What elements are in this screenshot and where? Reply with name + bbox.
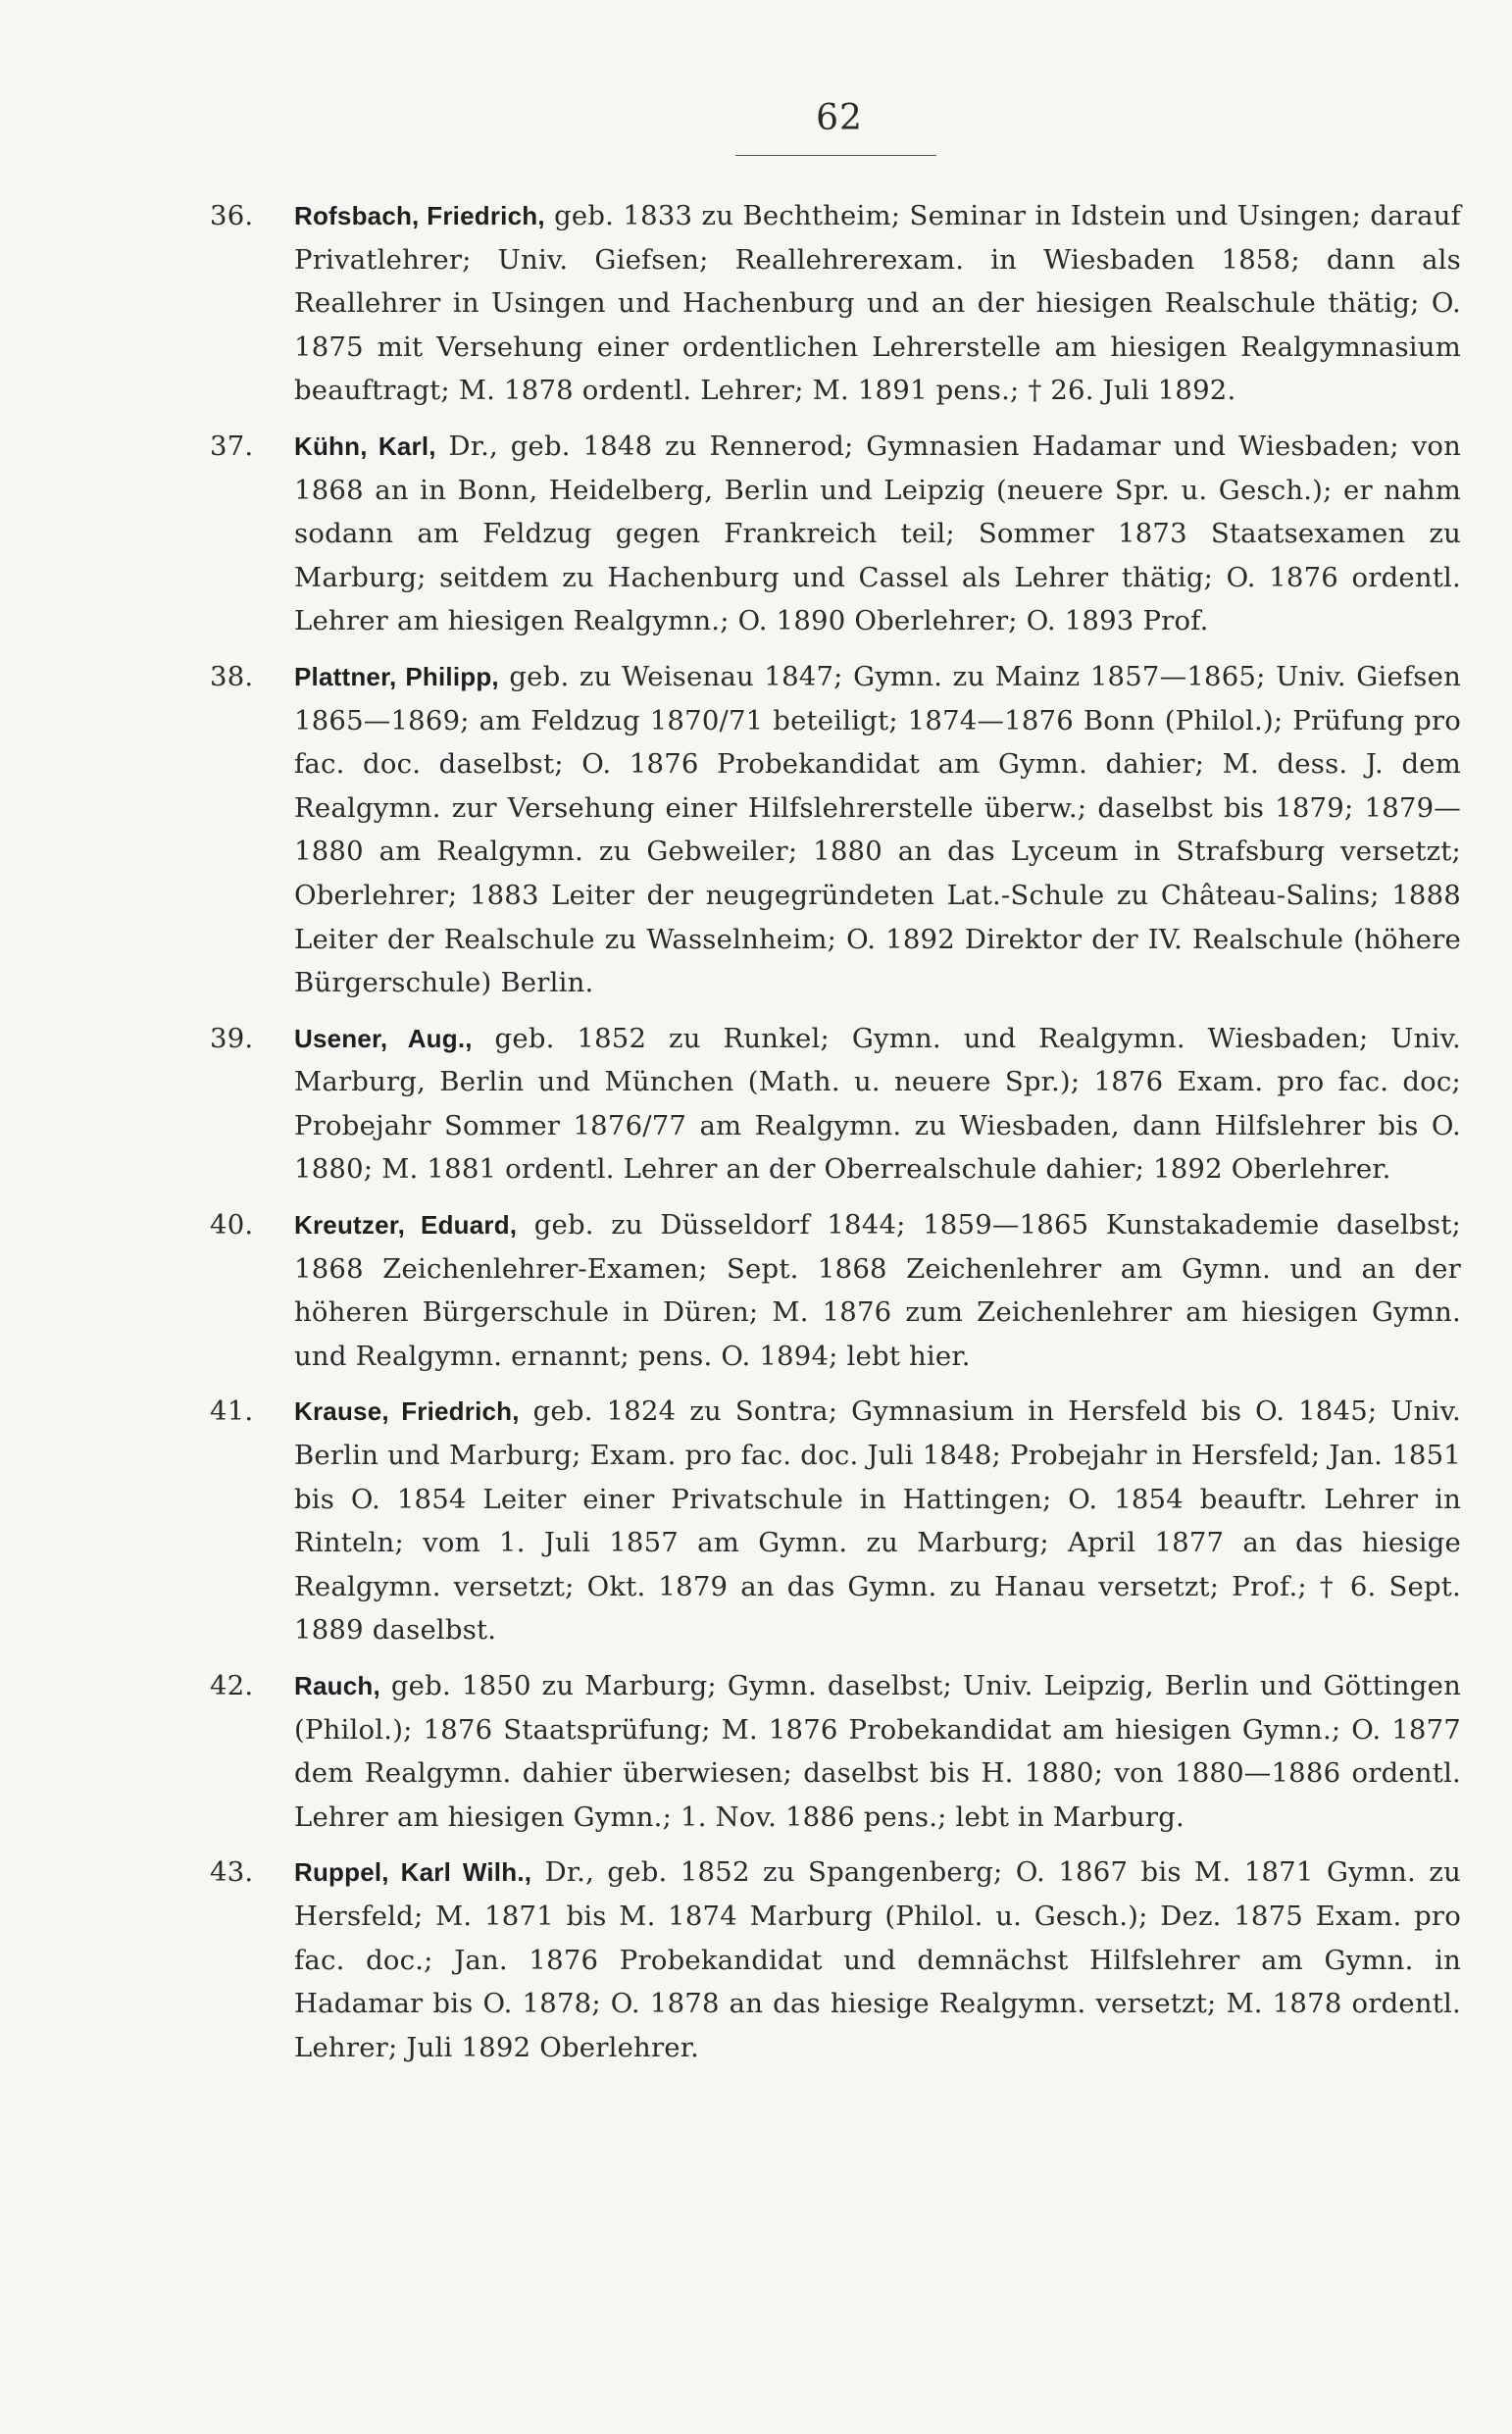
entry-text: Dr., geb. 1848 zu Rennerod; Gymnasien Hadamar und Wiesbaden; von 1868 an in Bonn, Heidelberg, Berlin und Leipzig (neuere Spr. u. Gesch.); er nahm sodann am Feldzug gegen Frankreich teil; Sommer 1873 Staatsexamen zu Marburg; seitdem zu Hachenburg und Cassel als Lehrer thätig; O. 1876 ordentl. Lehrer am hiesigen Realgymn.; O. 1890 Oberlehrer; O. 1893 Prof. [294, 430, 1462, 637]
entry-name: Usener, Aug., [294, 1023, 473, 1053]
biography-entry [196, 194, 1461, 413]
entry-name: Kühn, Karl, [294, 431, 436, 461]
entry-number: 40. [210, 1209, 254, 1242]
entry-name: Ruppel, Karl Wilh., [294, 1857, 532, 1888]
entry-number: 41. [210, 1395, 254, 1428]
entry-number: 38. [210, 660, 254, 692]
entry-name: Plattner, Philipp, [294, 661, 499, 691]
entry-number: 37. [210, 430, 254, 462]
biography-entry [196, 655, 1461, 1005]
entry-name: Krause, Friedrich, [294, 1396, 520, 1427]
biography-list [196, 194, 1461, 2081]
entry-text: geb. 1824 zu Sontra; Gymnasium in Hersfeld bis O. 1845; Univ. Berlin und Marburg; Exam. pro fac. doc. Juli 1848; Probejahr in Hersfeld; Jan. 1851 bis O. 1854 Leiter einer Privatschule in Hattingen; O. 1854 beauftr. Lehrer in Rinteln; vom 1. Juli 1857 am Gymn. zu Marburg; April 1877 an das hiesige Realgymn. versetzt; Okt. 1879 an das Gymn. zu Hanau versetzt; Prof.; † 6. Sept. 1889 daselbst. [294, 1395, 1461, 1647]
biography-entry [196, 1851, 1461, 2069]
entry-text: geb. zu Düsseldorf 1844; 1859—1865 Kunstakademie daselbst; 1868 Zeichenlehrer-Examen; Sept. 1868 Zeichenlehrer am Gymn. und an der höheren Bürgerschule in Düren; M. 1876 zum Zeichenlehrer am hiesigen Gymn. und Realgymn. ernannt; pens. O. 1894; lebt hier. [294, 1209, 1461, 1372]
header-rule [735, 155, 936, 156]
entry-number: 43. [210, 1856, 254, 1889]
entry-name: Kreutzer, Eduard, [294, 1210, 518, 1241]
entry-number: 39. [210, 1022, 254, 1054]
biography-entry [196, 1203, 1461, 1378]
page-number: 62 [816, 98, 863, 138]
entry-text: geb. 1850 zu Marburg; Gymn. daselbst; Univ. Leipzig, Berlin und Göttingen (Philol.); 1876 Staatsprüfung; M. 1876 Probekandidat am hiesigen Gymn.; O. 1877 dem Realgymn. dahier überwiesen; daselbst bis H. 1880; von 1880—1886 ordentl. Lehrer am hiesigen Gymn.; 1. Nov. 1886 pens.; lebt in Marburg. [294, 1670, 1461, 1833]
biography-entry [196, 1017, 1461, 1192]
entry-number: 42. [210, 1670, 254, 1701]
entry-text: geb. 1833 zu Bechtheim; Seminar in Idstein und Usingen; darauf Privatlehrer; Univ. Giefsen; Reallehrerexam. in Wiesbaden 1858; dann als Reallehrer in Usingen und Hachenburg und an der hiesigen Realschule thätig; O. 1875 mit Versehung einer ordentlichen Lehrerstelle am hiesigen Realgymnasium beauftragt; M. 1878 ordentl. Lehrer; M. 1891 pens.; † 26. Juli 1892. [294, 200, 1461, 407]
entry-text: geb. zu Weisenau 1847; Gymn. zu Mainz 1857—1865; Univ. Giefsen 1865—1869; am Feldzug 1870/71 beteiligt; 1874—1876 Bonn (Philol.); Prüfung pro fac. doc. daselbst; O. 1876 Probekandidat am Gymn. dahier; M. dess. J. dem Realgymn. zur Versehung einer Hilfslehrerstelle überw.; daselbst bis 1879; 1879—1880 am Realgymn. zu Gebweiler; 1880 an das Lyceum in Strafsburg versetzt; Oberlehrer; 1883 Leiter der neugegründeten Lat.-Schule zu Château-Salins; 1888 Leiter der Realschule zu Wasselnheim; O. 1892 Direktor der IV. Realschule (höhere Bürgerschule) Berlin. [294, 660, 1461, 999]
entry-text: Dr., geb. 1852 zu Spangenberg; O. 1867 bis M. 1871 Gymn. zu Hersfeld; M. 1871 bis M. 1874 Marburg (Philol. u. Gesch.); Dez. 1875 Exam. pro fac. doc.; Jan. 1876 Probekandidat und demnächst Hilfslehrer am Gymn. in Hadamar bis O. 1878; O. 1878 an das hiesige Realgymn. versetzt; M. 1878 ordentl. Lehrer; Juli 1892 Oberlehrer. [294, 1856, 1461, 2063]
biography-entry [196, 1664, 1461, 1839]
entry-number: 36. [210, 200, 254, 231]
entry-name: Rofsbach, Friedrich, [294, 201, 545, 230]
entry-text: geb. 1852 zu Runkel; Gymn. und Realgymn. Wiesbaden; Univ. Marburg, Berlin und München (Math. u. neuere Spr.); 1876 Exam. pro fac. doc; Probejahr Sommer 1876/77 am Realgymn. zu Wiesbaden, dann Hilfslehrer bis O. 1880; M. 1881 ordentl. Lehrer an der Oberrealschule dahier; 1892 Oberlehrer. [294, 1022, 1461, 1186]
biography-entry [196, 425, 1461, 643]
biography-entry [196, 1390, 1461, 1652]
entry-name: Rauch, [294, 1671, 380, 1700]
